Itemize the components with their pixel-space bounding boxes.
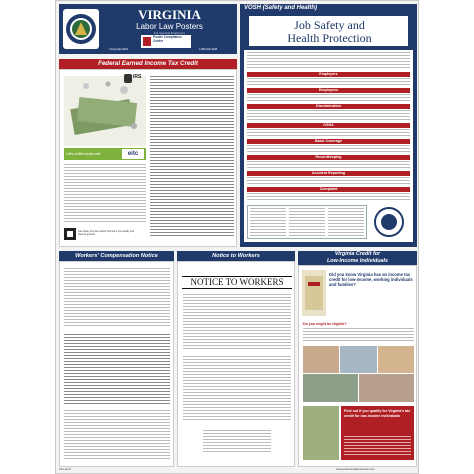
vosh-employers-text (247, 78, 410, 87)
publisher-logo-icon (143, 37, 151, 46)
header-phone: 1-800-322-2038 (199, 48, 218, 51)
header-title: Labor Law Posters (136, 22, 203, 31)
labor-law-poster (55, 0, 419, 474)
vosh-heading-line2: Health Protection (287, 31, 372, 45)
credit-photo-2 (340, 346, 377, 373)
vosh-section-employees: Employees (247, 88, 410, 93)
wc-text-block-3 (64, 410, 170, 460)
vosh-heading-box (248, 15, 409, 47)
eitc-qr-code (64, 228, 76, 240)
vosh-employees-text (247, 94, 410, 103)
vosh-contact-table (247, 205, 367, 239)
footer-website: www.posterconpliancecenter.com (336, 468, 375, 471)
eitc-banner-text: Life's a little easier with (66, 152, 101, 156)
header-state: VIRGINIA (138, 7, 201, 22)
eitc-right-text (150, 76, 234, 236)
eitc-panel (59, 69, 237, 247)
eitc-footer: Get inside your tax refund! Find out if you qualify visit www.irs.gov/eitc (78, 230, 135, 236)
vosh-discrimination-text (247, 110, 410, 122)
notice-text-block-3 (203, 430, 271, 454)
publisher-name: Poster Compliance Center (153, 35, 182, 43)
vosh-section-recordkeeping: Recordkeeping (247, 155, 410, 160)
credit-bullets (303, 328, 414, 342)
vosh-section-accident: Accident Reporting (247, 171, 410, 176)
credit-bar-line1: Virginia Credit for (334, 251, 381, 257)
vosh-contact-col3 (328, 208, 364, 238)
header-copyright: ©copyright 2019 (109, 48, 128, 51)
notice-heading: NOTICE TO WORKERS (182, 276, 292, 289)
footer-code: VA-1-E-19 (59, 468, 71, 471)
vosh-body (244, 50, 413, 242)
eagle-icon (124, 74, 132, 83)
credit-bar-line2: Low-Income Individuals (326, 258, 389, 264)
credit-photo-3 (378, 346, 414, 373)
vosh-recordkeeping-text (247, 161, 410, 170)
workers-comp-panel (59, 261, 174, 467)
notice-bar: Notice to Workers (177, 251, 295, 261)
vosh-osha-text (247, 129, 410, 138)
credit-cta-photo (303, 406, 339, 460)
vosh-heading-line1: Job Safety and (294, 18, 365, 32)
credit-photos (303, 346, 414, 402)
vosh-accident-text (247, 177, 410, 186)
credit-question: Do you might be eligible? (303, 322, 347, 326)
vosh-panel (240, 4, 417, 247)
vosh-bar: VOSH (Safety and Health) (244, 5, 318, 11)
vosh-coverage-text (247, 145, 410, 154)
credit-tagline: Did you know Virginia has an income tax credit for low-income, working individuals and families? (329, 272, 413, 288)
vosh-seal-icon (372, 206, 406, 238)
credit-cta-box (341, 406, 414, 460)
virginia-seal-icon (63, 9, 99, 49)
notice-panel (177, 261, 295, 467)
vosh-section-discrimination: Discrimination (247, 104, 410, 109)
wc-text-block-2 (64, 334, 170, 404)
header-subtitle: For General Employers (153, 31, 185, 35)
credit-graphic (302, 270, 326, 316)
irs-logo (124, 74, 144, 88)
vosh-intro (247, 52, 410, 70)
vosh-contact-col1 (250, 208, 286, 238)
eitc-banner (64, 148, 146, 160)
credit-photo-5 (359, 374, 414, 402)
notice-text-block-1 (183, 294, 291, 350)
irs-label: IRS (133, 74, 142, 80)
vosh-section-employers: Employers (247, 72, 410, 77)
notice-text-block-2 (183, 356, 291, 422)
eitc-left-text (64, 164, 146, 224)
credit-panel (298, 265, 417, 467)
eitc-brand: eitc (122, 149, 144, 159)
vosh-section-osha: OSHA (247, 123, 410, 128)
vosh-section-complaint: Complaint (247, 187, 410, 192)
workers-comp-bar: Workers' Compensation Notice (59, 251, 174, 261)
credit-cta-text: Find out if you qualify for Virginia's tax credit for low-income individuals (344, 409, 411, 418)
publisher-logo-box (141, 35, 191, 48)
header-panel (59, 4, 237, 54)
credit-photo-1 (303, 346, 339, 373)
eitc-bar: Federal Earned Income Tax Credit (59, 59, 237, 69)
vosh-section-coverage: Basic Coverage (247, 139, 410, 144)
vosh-complaint-text (247, 193, 410, 202)
credit-photo-4 (303, 374, 358, 402)
credit-bar (298, 251, 417, 265)
vosh-contact-col2 (289, 208, 325, 238)
credit-cta-lines (344, 436, 411, 456)
wc-text-block-1 (64, 268, 170, 328)
